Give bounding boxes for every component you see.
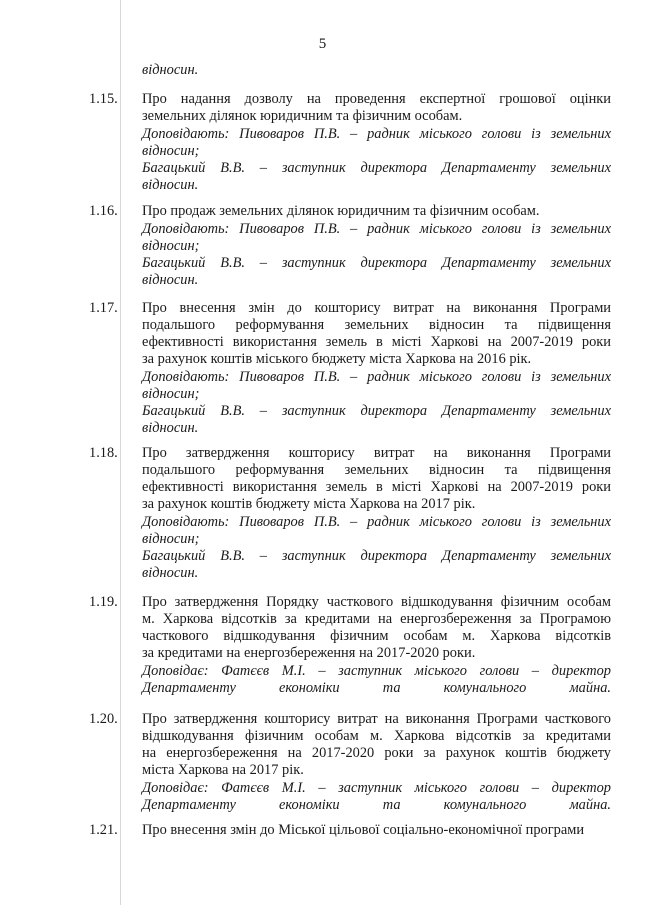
item-number: 1.18.	[89, 445, 118, 461]
item-number: 1.15.	[89, 91, 118, 107]
item-title-line: Про затвердження Порядку часткового відшкодування фізичним особам	[142, 594, 611, 610]
item-speaker-line: відносин.	[142, 272, 199, 288]
item-title-line: Про внесення змін до Міської цільової соціально-економічної програми	[142, 822, 585, 838]
item-speaker-line: Доповідає: Фатєєв М.І. – заступник міського голови – директор	[142, 663, 611, 679]
item-speaker-line: відносин;	[142, 143, 200, 159]
item-speaker-line: відносин;	[142, 238, 200, 254]
item-speaker-line: Багацький В.В. – заступник директора Департаменту земельних	[142, 403, 611, 419]
item-title-line: за рахунок коштів міського бюджету міста Харкова на 2016 рік.	[142, 351, 532, 367]
item-speaker-line: Багацький В.В. – заступник директора Департаменту земельних	[142, 160, 611, 176]
item-speaker-line: Департаменту економіки та комунального майна.	[142, 797, 611, 813]
item-title-line: подальшого реформування земельних відносин та підвищення	[142, 317, 611, 333]
item-title-line: м. Харкова відсотків за кредитами на енергозбереження за Програмою	[142, 611, 611, 627]
item-title-line: на енергозбереження на 2017-2020 роки за рахунок коштів бюджету	[142, 745, 611, 761]
item-speaker-line: відносин;	[142, 386, 200, 402]
item-title-line: Про затвердження кошторису витрат на виконання Програми часткового	[142, 711, 611, 727]
item-number: 1.16.	[89, 203, 118, 219]
item-number: 1.17.	[89, 300, 118, 316]
item-title-line: за кредитами на енергозбереження на 2017-2020 роки.	[142, 645, 476, 661]
item-speaker-line: відносин.	[142, 177, 199, 193]
item-title-line: Про надання дозволу на проведення експертної грошової оцінки	[142, 91, 611, 107]
item-title-line: земельних ділянок юридичним та фізичним особам.	[142, 108, 463, 124]
item-number: 1.21.	[89, 822, 118, 838]
item-speaker-line: відносин;	[142, 531, 200, 547]
item-title-line: ефективності використання земель в місті Харкові на 2007-2019 роки	[142, 479, 611, 495]
page-number: 5	[318, 36, 327, 52]
item-speaker-line: Доповідають: Пивоваров П.В. – радник міського голови із земельних	[142, 369, 611, 385]
item-speaker-line: Багацький В.В. – заступник директора Департаменту земельних	[142, 255, 611, 271]
continuation-text: відносин.	[142, 62, 199, 78]
item-speaker-line: відносин.	[142, 420, 199, 436]
margin-line	[120, 0, 121, 905]
item-title-line: подальшого реформування земельних відносин та підвищення	[142, 462, 611, 478]
item-speaker-line: Доповідають: Пивоваров П.В. – радник міського голови із земельних	[142, 126, 611, 142]
item-number: 1.19.	[89, 594, 118, 610]
item-speaker-line: Доповідають: Пивоваров П.В. – радник міського голови із земельних	[142, 221, 611, 237]
item-title-line: міста Харкова на 2017 рік.	[142, 762, 304, 778]
item-number: 1.20.	[89, 711, 118, 727]
item-title-line: відшкодування фізичним особам м. Харкова відсотків за кредитами	[142, 728, 611, 744]
item-speaker-line: Доповідає: Фатєєв М.І. – заступник міського голови – директор	[142, 780, 611, 796]
item-speaker-line: відносин.	[142, 565, 199, 581]
item-speaker-line: Доповідають: Пивоваров П.В. – радник міського голови із земельних	[142, 514, 611, 530]
item-title-line: Про затвердження кошторису витрат на виконання Програми	[142, 445, 611, 461]
item-title-line: Про продаж земельних ділянок юридичним та фізичним особам.	[142, 203, 540, 219]
item-speaker-line: Департаменту економіки та комунального майна.	[142, 680, 611, 696]
item-speaker-line: Багацький В.В. – заступник директора Департаменту земельних	[142, 548, 611, 564]
item-title-line: за рахунок коштів бюджету міста Харкова на 2017 рік.	[142, 496, 476, 512]
item-title-line: часткового відшкодування фізичним особам м. Харкова відсотків	[142, 628, 611, 644]
item-title-line: Про внесення змін до кошторису витрат на виконання Програми	[142, 300, 611, 316]
item-title-line: ефективності використання земель в місті Харкові на 2007-2019 роки	[142, 334, 611, 350]
